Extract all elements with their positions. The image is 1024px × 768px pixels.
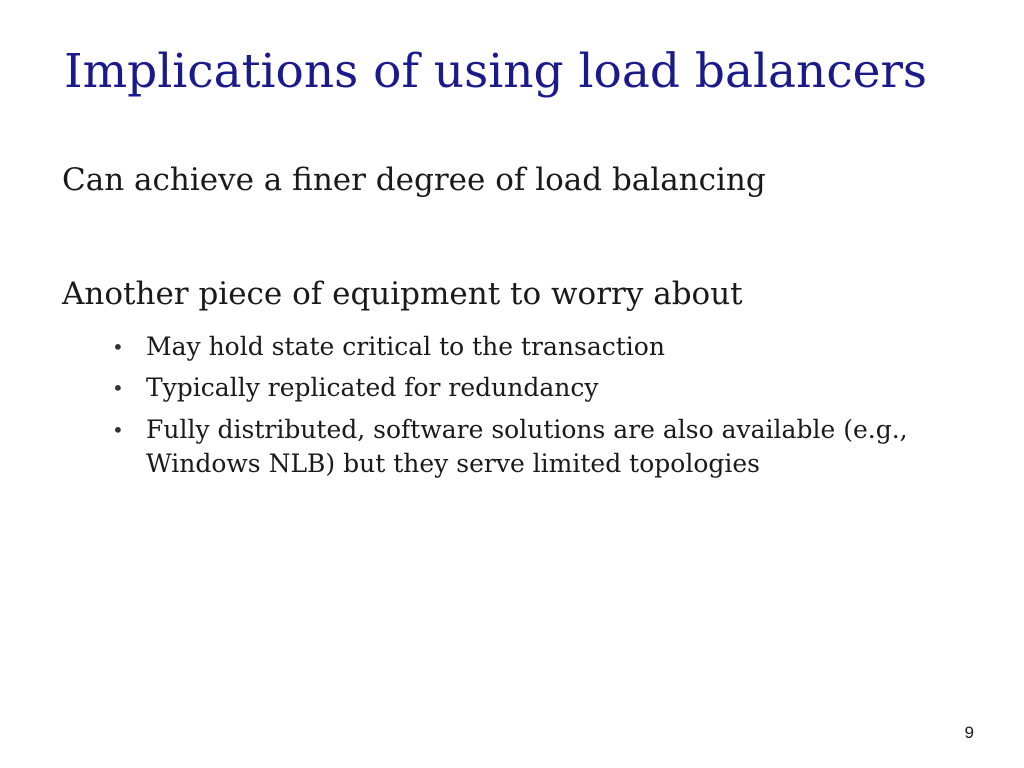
page-number: 9 <box>964 723 974 742</box>
sub-bullet-text: Fully distributed, software solutions are also available (e.g., Windows NLB) but they serve limited topologies <box>146 414 908 478</box>
bullet-icon: • <box>112 376 124 401</box>
slide-title: Implications of using load balancers <box>64 44 928 99</box>
main-point: Can achieve a finer degree of load balancing <box>62 162 766 198</box>
sub-bullet-item <box>112 413 992 482</box>
bullet-icon: • <box>112 417 124 442</box>
sub-bullet-list <box>112 330 992 488</box>
sub-bullet-item <box>112 330 992 364</box>
bullet-icon: • <box>112 335 124 359</box>
sub-bullet-text: Typically replicated for redundancy <box>146 373 599 403</box>
main-point: Another piece of equipment to worry about <box>62 276 743 312</box>
sub-bullet-item <box>112 371 992 405</box>
sub-bullet-text: May hold state critical to the transaction <box>146 332 665 361</box>
